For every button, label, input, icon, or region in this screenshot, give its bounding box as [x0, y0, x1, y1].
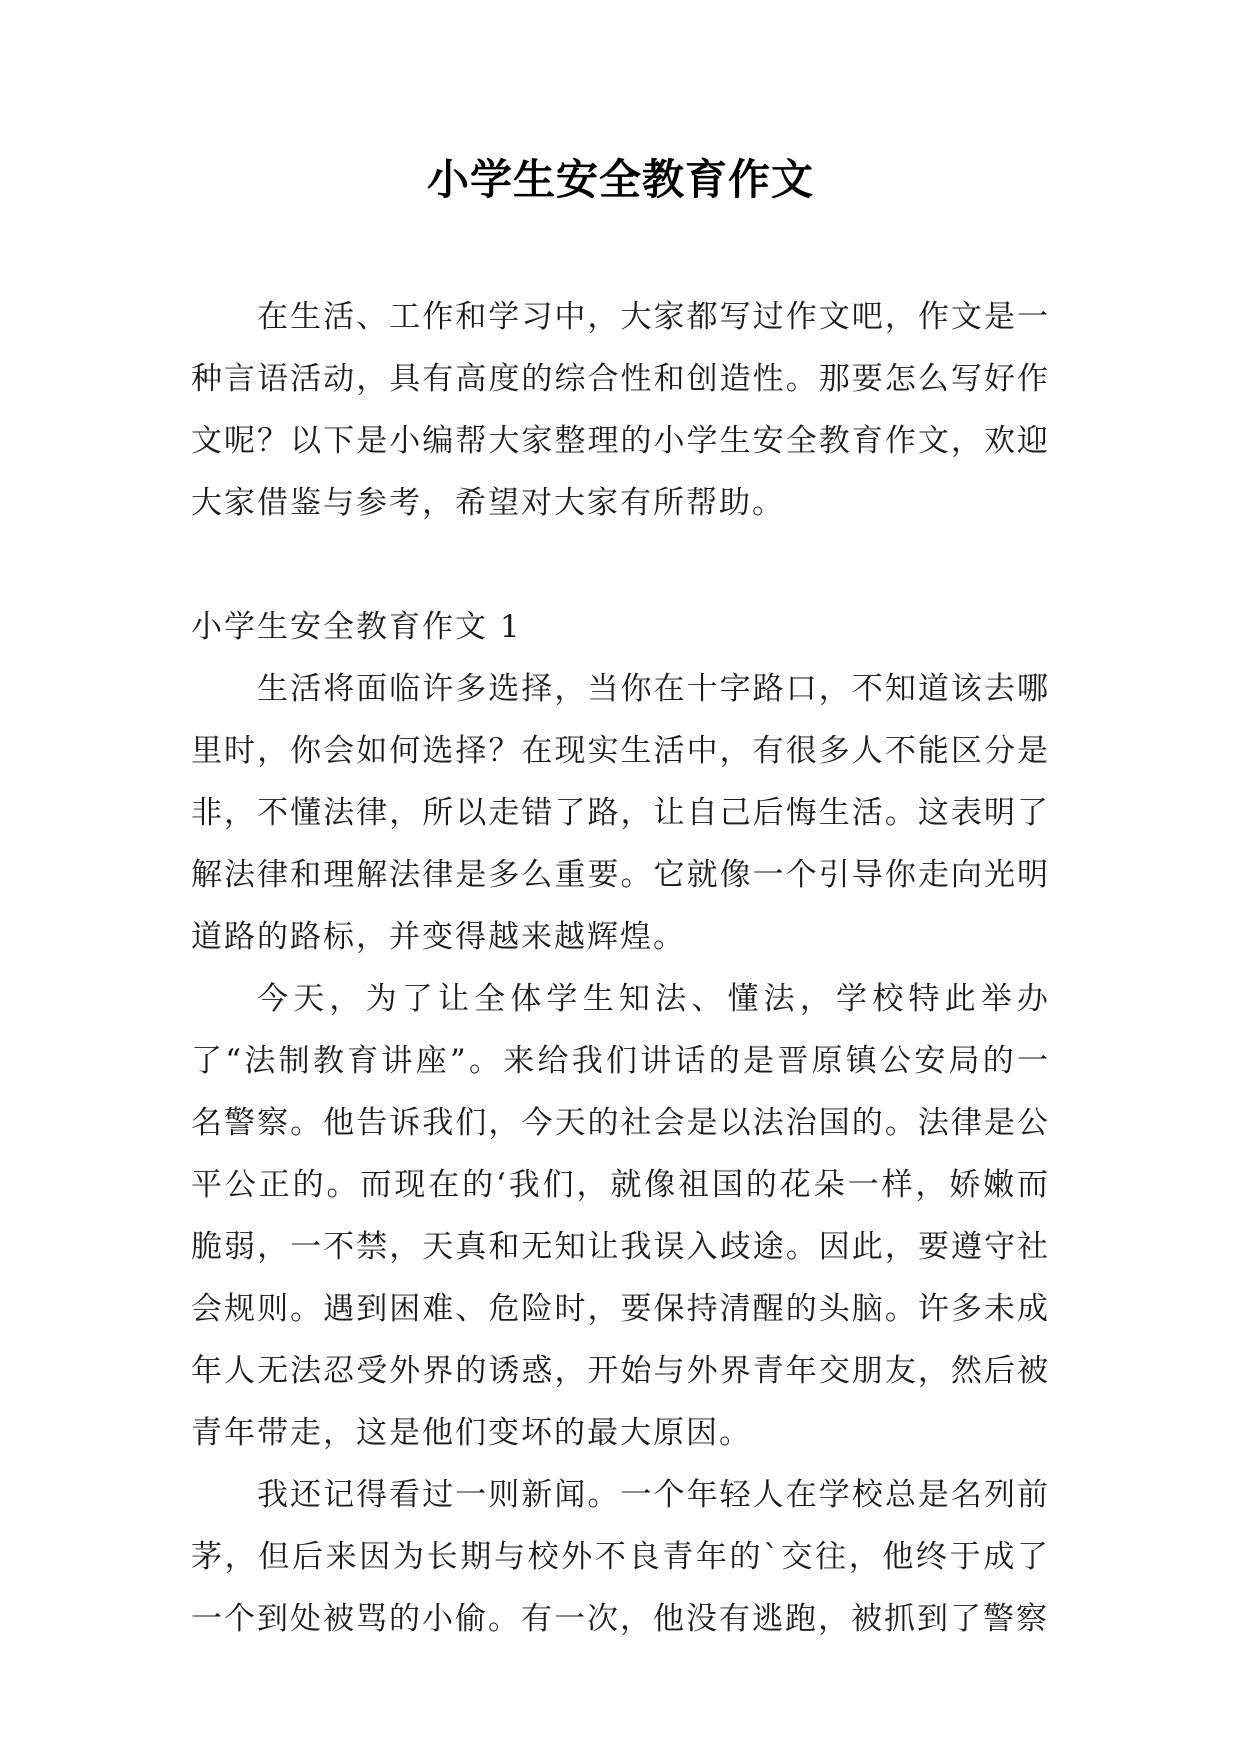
document-title: 小学生安全教育作文: [426, 155, 814, 204]
body-paragraph: 生活将面临许多选择，当你在十字路口，不知道该去哪里时，你会如何选择？在现实生活中，有很多人不能区分是非，不懂法律，所以走错了路，让自己后悔生活。这表明了解法律和理解法律是多么重要。它就像一个引导你走向光明道路的路标，并变得越来越辉煌。: [191, 671, 1050, 955]
body-paragraph: 我还记得看过一则新闻。一个年轻人在学校总是名列前茅，但后来因为长期与校外不良青年的`交往，他终于成了一个到处被骂的小偷。有一次，他没有逃跑，被抓到了警察: [191, 1477, 1050, 1637]
section-heading: 小学生安全教育作文 1: [191, 609, 522, 645]
body-paragraph: 今天，为了让全体学生知法、懂法，学校特此举办了“法制教育讲座”。来给我们讲话的是晋原镇公安局的一名警察。他告诉我们，今天的社会是以法治国的。法律是公平公正的。而现在的‘我们，就像祖国的花朵一样，娇嫩而脆弱，一不禁，天真和无知让我误入歧途。因此，要遵守社会规则。遇到困难、危险时，要保持清醒的头脑。许多未成年人无法忍受外界的诱惑，开始与外界青年交朋友，然后被青年带走，这是他们变坏的最大原因。: [191, 981, 1050, 1451]
document-body: [191, 286, 1050, 1650]
intro-paragraph: 在生活、工作和学习中，大家都写过作文吧，作文是一种言语活动，具有高度的综合性和创造性。那要怎么写好作文呢？以下是小编帮大家整理的小学生安全教育作文，欢迎大家借鉴与参考，希望对大家有所帮助。: [191, 299, 1050, 521]
